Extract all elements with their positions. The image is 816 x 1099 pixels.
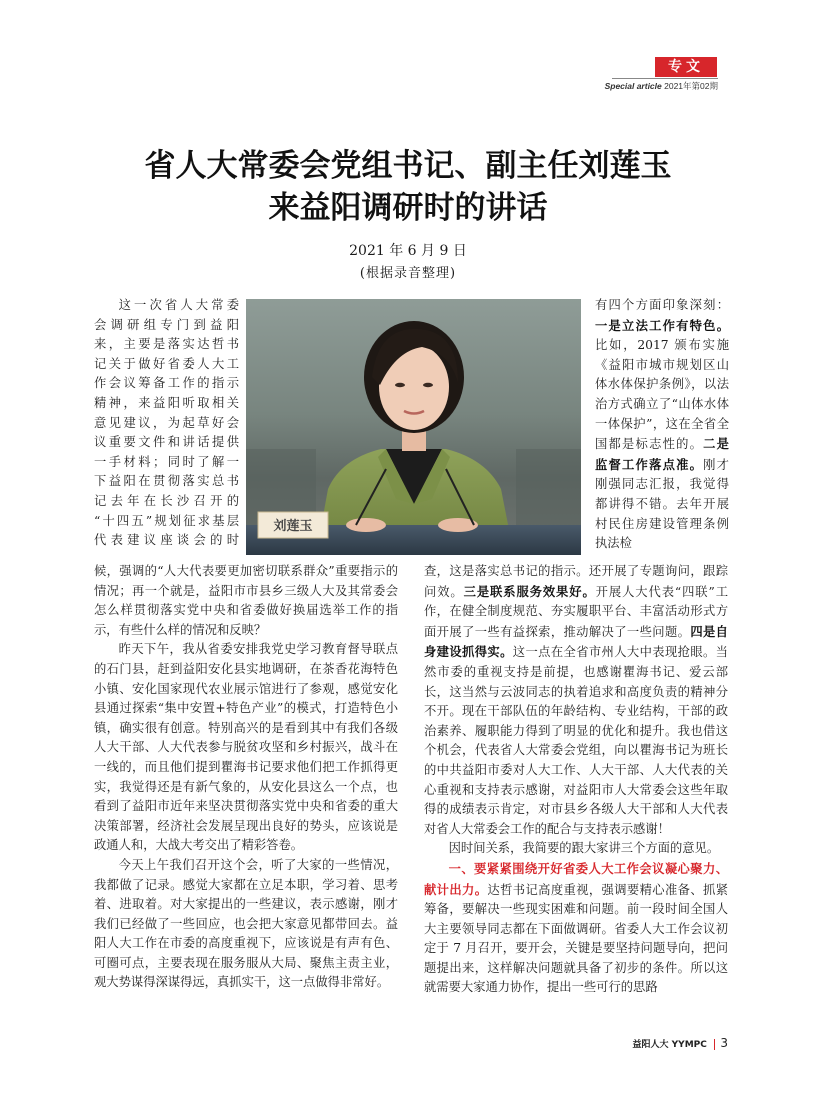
point-legislation: 一是立法工作有特色。 [595,317,729,333]
speaker-photo [246,299,581,555]
page-number: 3 [720,1036,728,1050]
liaison-text: 开展人大代表“四联”工作，在健全制度规范、夯实履职平台、丰富活动形式方面开展了一些有益探索，推动解决了一些问题。 [424,584,728,639]
impressions-intro: 有四个方面印象深刻： [595,298,729,312]
title-line-1: 省人大常委会党组书记、副主任刘莲玉 [144,148,672,184]
issue-number: 2021年第02期 [664,81,718,91]
intro-line: 会调研组专门到益阳 [94,317,239,332]
intro-line: 这一次省人大常委 [118,298,239,312]
paragraph-anhua: 昨天下午，我从省委安排我党史学习教育督导联点的石门县，赶到益阳安化县实地调研，在茶香花海特色小镇、安化国家现代农业展示馆进行了参观，感觉安化县通过探索“集中安置+特色产业”的模式，打造特色小镇，确实很有创意。特别高兴的是看到其中有我们各级人大干部、人大代表参与脱贫攻坚和乡村振兴，战斗在一线的，而且他们提到瞿海书记要求他们把工作抓得更实，我觉得还是有新气象的，从安化县这么一个点，也看到了益阳市近年来坚决贯彻落实党中央和省委的重大决策部署，经济社会发展呈现出良好的势头，应该说是政通人和，大战大考交出了精彩答卷。 [94,642,398,853]
intro-line: 议重要文件和讲话提供 [94,435,239,450]
issue-line [602,80,718,92]
intro-line: 记去年在长沙召开的 [94,493,239,508]
intro-continuation: 候，强调的“人大代表要更加密切联系群众”重要指示的情况；再一个就是，益阳市市县乡三级人大及其常委会怎么样贯彻落实党中央和省委做好换届选举工作的指示，有些什么样的情况和反映？ [94,564,398,637]
section-one-text: 达哲书记高度重视，强调要精心准备、抓紧筹备，要解决一些现实困难和问题。前一段时间全国人大主要领导同志都在下面做调研。省委人大工作会议初定于 7 月召开，要开会，关键是要坚持问题导向，把问题提出来，这样解决问题就具备了初步的条件。所以这就需要大家通力协作，提出一些可行的思路 [424,882,728,995]
section-heading-one: 一、要紧紧围绕开好省委人大工作会议凝心聚力、献计出力。 [424,860,728,897]
title-line-2: 来益阳调研时的讲话 [268,190,548,226]
point-liaison: 三是联系服务效果好。 [463,583,596,599]
intro-line: 意见建议，为起草好会 [94,415,239,430]
transcript-note: (根据录音整理) [359,266,457,281]
intro-line: 代表建议座谈会的时 [94,533,239,548]
right-column [424,562,728,998]
wide-paragraph [94,562,398,993]
article-date: 2021 年 6 月 9 日 [349,243,467,259]
intro-line: 下益阳在贯彻落实总书 [94,474,239,489]
speaker-photo-illustration [246,299,581,555]
header-rule [612,78,718,79]
nameplate-text: 刘莲玉 [273,519,313,534]
intro-line: “十四五”规划征求基层 [94,513,239,528]
impressions-column [595,296,729,554]
intro-line: 作会议筹备工作的指示 [94,376,239,391]
intro-column [94,296,239,551]
intro-line: 来，主要是落实达哲书 [94,337,239,352]
footer-divider [714,1039,716,1050]
magazine-name: 益阳人大 YYMPC [632,1040,707,1050]
point-supervision: 二是监督工作落点准。 [595,436,729,472]
supervision-text: 刚才刚强同志汇报，我觉得都讲得不错。去年开展村民住房建设管理条例执法检 [595,457,729,551]
three-points-intro: 因时间关系，我简要的跟大家讲三个方面的意见。 [448,841,720,856]
issue-english: Special article [604,81,662,91]
intro-line: 记关于做好省委人大工 [94,356,239,371]
page-footer [612,1036,728,1050]
paragraph-meeting: 今天上午我们召开这个会，听了大家的一些情况，我都做了记录。感觉大家都在立足本职，学习着、思考着、进取着。对大家提出的一些建议，表示感谢，刚才我们已经做了一些回应，也会把大家意见都带回去。益阳人大工作在市委的高度重视下，应该说是有声有色、可圈可点，主要表现在服务服从大局、聚焦主责主业，观大势谋得深谋得远，真抓实干，这一点做得非常好。 [94,857,398,990]
intro-line: 一手材料；同时了解一 [94,454,239,469]
point-self-building: 四是自身建设抓得实。 [424,623,728,660]
intro-line: 精神，来益阳听取相关 [94,395,239,410]
section-badge: 专文 [655,57,717,77]
article-title [60,145,756,229]
legislation-text: 比如，2017 颁布实施《益阳市城市规划区山体水体保护条例》，以法治方式确立了“山体水体一体保护”，这在全省全国都是标志性的。 [595,338,729,452]
supervision-continuation: 查，这是落实总书记的指示。还开展了专题询问，跟踪问效。 [424,564,728,599]
self-building-text: 这一点在全省市州人大中表现抢眼。当然市委的重视支持是前提，也感谢瞿海书记、爱云部长，这当然与云波同志的执着追求和高度负责的精神分不开。现在干部队伍的年龄结构、专业结构，干部的政治素养、履职能力得到了明显的优化和提升。我也借这个机会，代表省人大常委会党组，向以瞿海书记为班长的中共益阳市委对人大工作、人大干部、人大代表的关心重视和支持表示感谢，对益阳市人大常委会这些年取得的成绩表示肯定，对市县乡各级人大干部和人大代表对省人大常委会工作的配合与支持表示感谢！ [424,645,728,836]
